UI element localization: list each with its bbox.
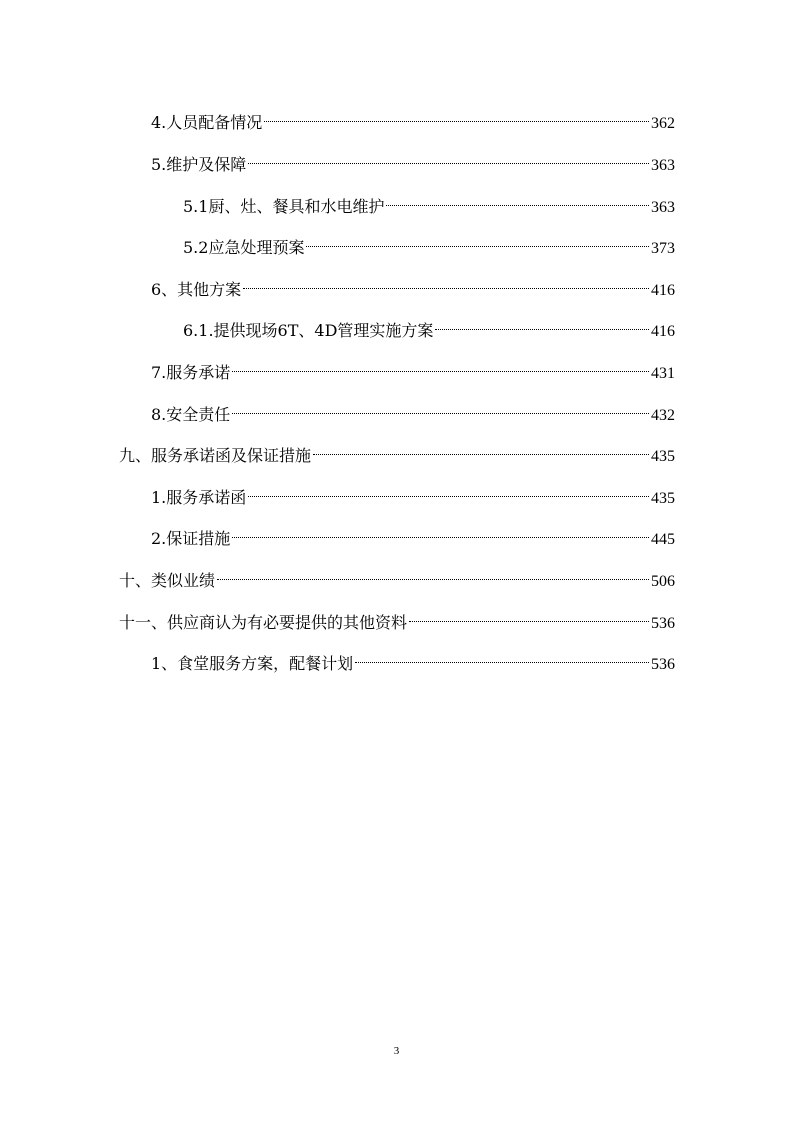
toc-entry-page: 536 — [651, 656, 675, 673]
toc-leader-dots — [409, 606, 649, 628]
toc-entry[interactable] — [183, 190, 675, 216]
toc-entry[interactable] — [119, 606, 675, 632]
toc-leader-dots — [248, 481, 649, 503]
toc-leader-dots — [435, 314, 649, 336]
toc-entry-page: 362 — [651, 115, 675, 132]
toc-entry-title: 1.服务承诺函 — [151, 488, 247, 507]
toc-entry[interactable] — [151, 356, 675, 382]
toc-entry[interactable] — [119, 439, 675, 465]
toc-leader-dots — [232, 356, 649, 378]
toc-entry-title: 2.保证措施 — [151, 529, 231, 548]
page-number: 3 — [393, 1045, 400, 1057]
toc-leader-dots — [313, 439, 649, 461]
toc-entry[interactable] — [183, 231, 675, 257]
toc-entry-title: 7.服务承诺 — [151, 363, 231, 382]
toc-entry[interactable] — [151, 398, 675, 424]
toc-entry-page: 431 — [651, 365, 675, 382]
toc-entry-title: 十一、供应商认为有必要提供的其他资料 — [119, 613, 408, 632]
toc-leader-dots — [355, 647, 649, 669]
toc-entry-title: 1、食堂服务方案，配餐计划 — [151, 654, 354, 673]
toc-entry[interactable] — [151, 106, 675, 132]
toc-leader-dots — [232, 522, 649, 544]
toc-entry-page: 435 — [651, 448, 675, 465]
toc-entry-title: 6.1.提供现场6T、4D管理实施方案 — [183, 321, 434, 340]
toc-leader-dots — [386, 190, 649, 212]
toc-entry-title: 九、服务承诺函及保证措施 — [119, 446, 312, 465]
toc-entry-title: 5.维护及保障 — [151, 155, 247, 174]
toc-leader-dots — [248, 148, 649, 170]
toc-leader-dots — [217, 564, 649, 586]
toc-entry-title: 6、其他方案 — [151, 280, 242, 299]
toc-entry-title: 5.1厨、灶、餐具和水电维护 — [183, 197, 385, 216]
toc-entry-page: 416 — [651, 323, 675, 340]
toc-entry-page: 373 — [651, 240, 675, 257]
toc-entry[interactable] — [151, 647, 675, 673]
toc-entry[interactable] — [183, 314, 675, 340]
toc-leader-dots — [232, 398, 649, 420]
toc-entry-page: 363 — [651, 157, 675, 174]
toc-entry[interactable] — [119, 564, 675, 590]
toc-entry-page: 435 — [651, 490, 675, 507]
toc-entry-title: 十、类似业绩 — [119, 571, 216, 590]
toc-entry-page: 416 — [651, 282, 675, 299]
toc-entry[interactable] — [151, 481, 675, 507]
toc-leader-dots — [243, 273, 649, 295]
toc-entry[interactable] — [151, 148, 675, 174]
toc-leader-dots — [264, 106, 649, 128]
toc-entry-page: 432 — [651, 407, 675, 424]
toc-entry-page: 363 — [651, 199, 675, 216]
toc-entry-title: 5.2应急处理预案 — [183, 238, 305, 257]
toc-entry[interactable] — [151, 273, 675, 299]
toc-entry[interactable] — [151, 522, 675, 548]
toc-entry-page: 536 — [651, 615, 675, 632]
toc-entry-title: 4.人员配备情况 — [151, 113, 263, 132]
toc-leader-dots — [306, 231, 649, 253]
toc-entry-title: 8.安全责任 — [151, 405, 231, 424]
toc-entry-page: 506 — [651, 573, 675, 590]
toc-entry-page: 445 — [651, 531, 675, 548]
